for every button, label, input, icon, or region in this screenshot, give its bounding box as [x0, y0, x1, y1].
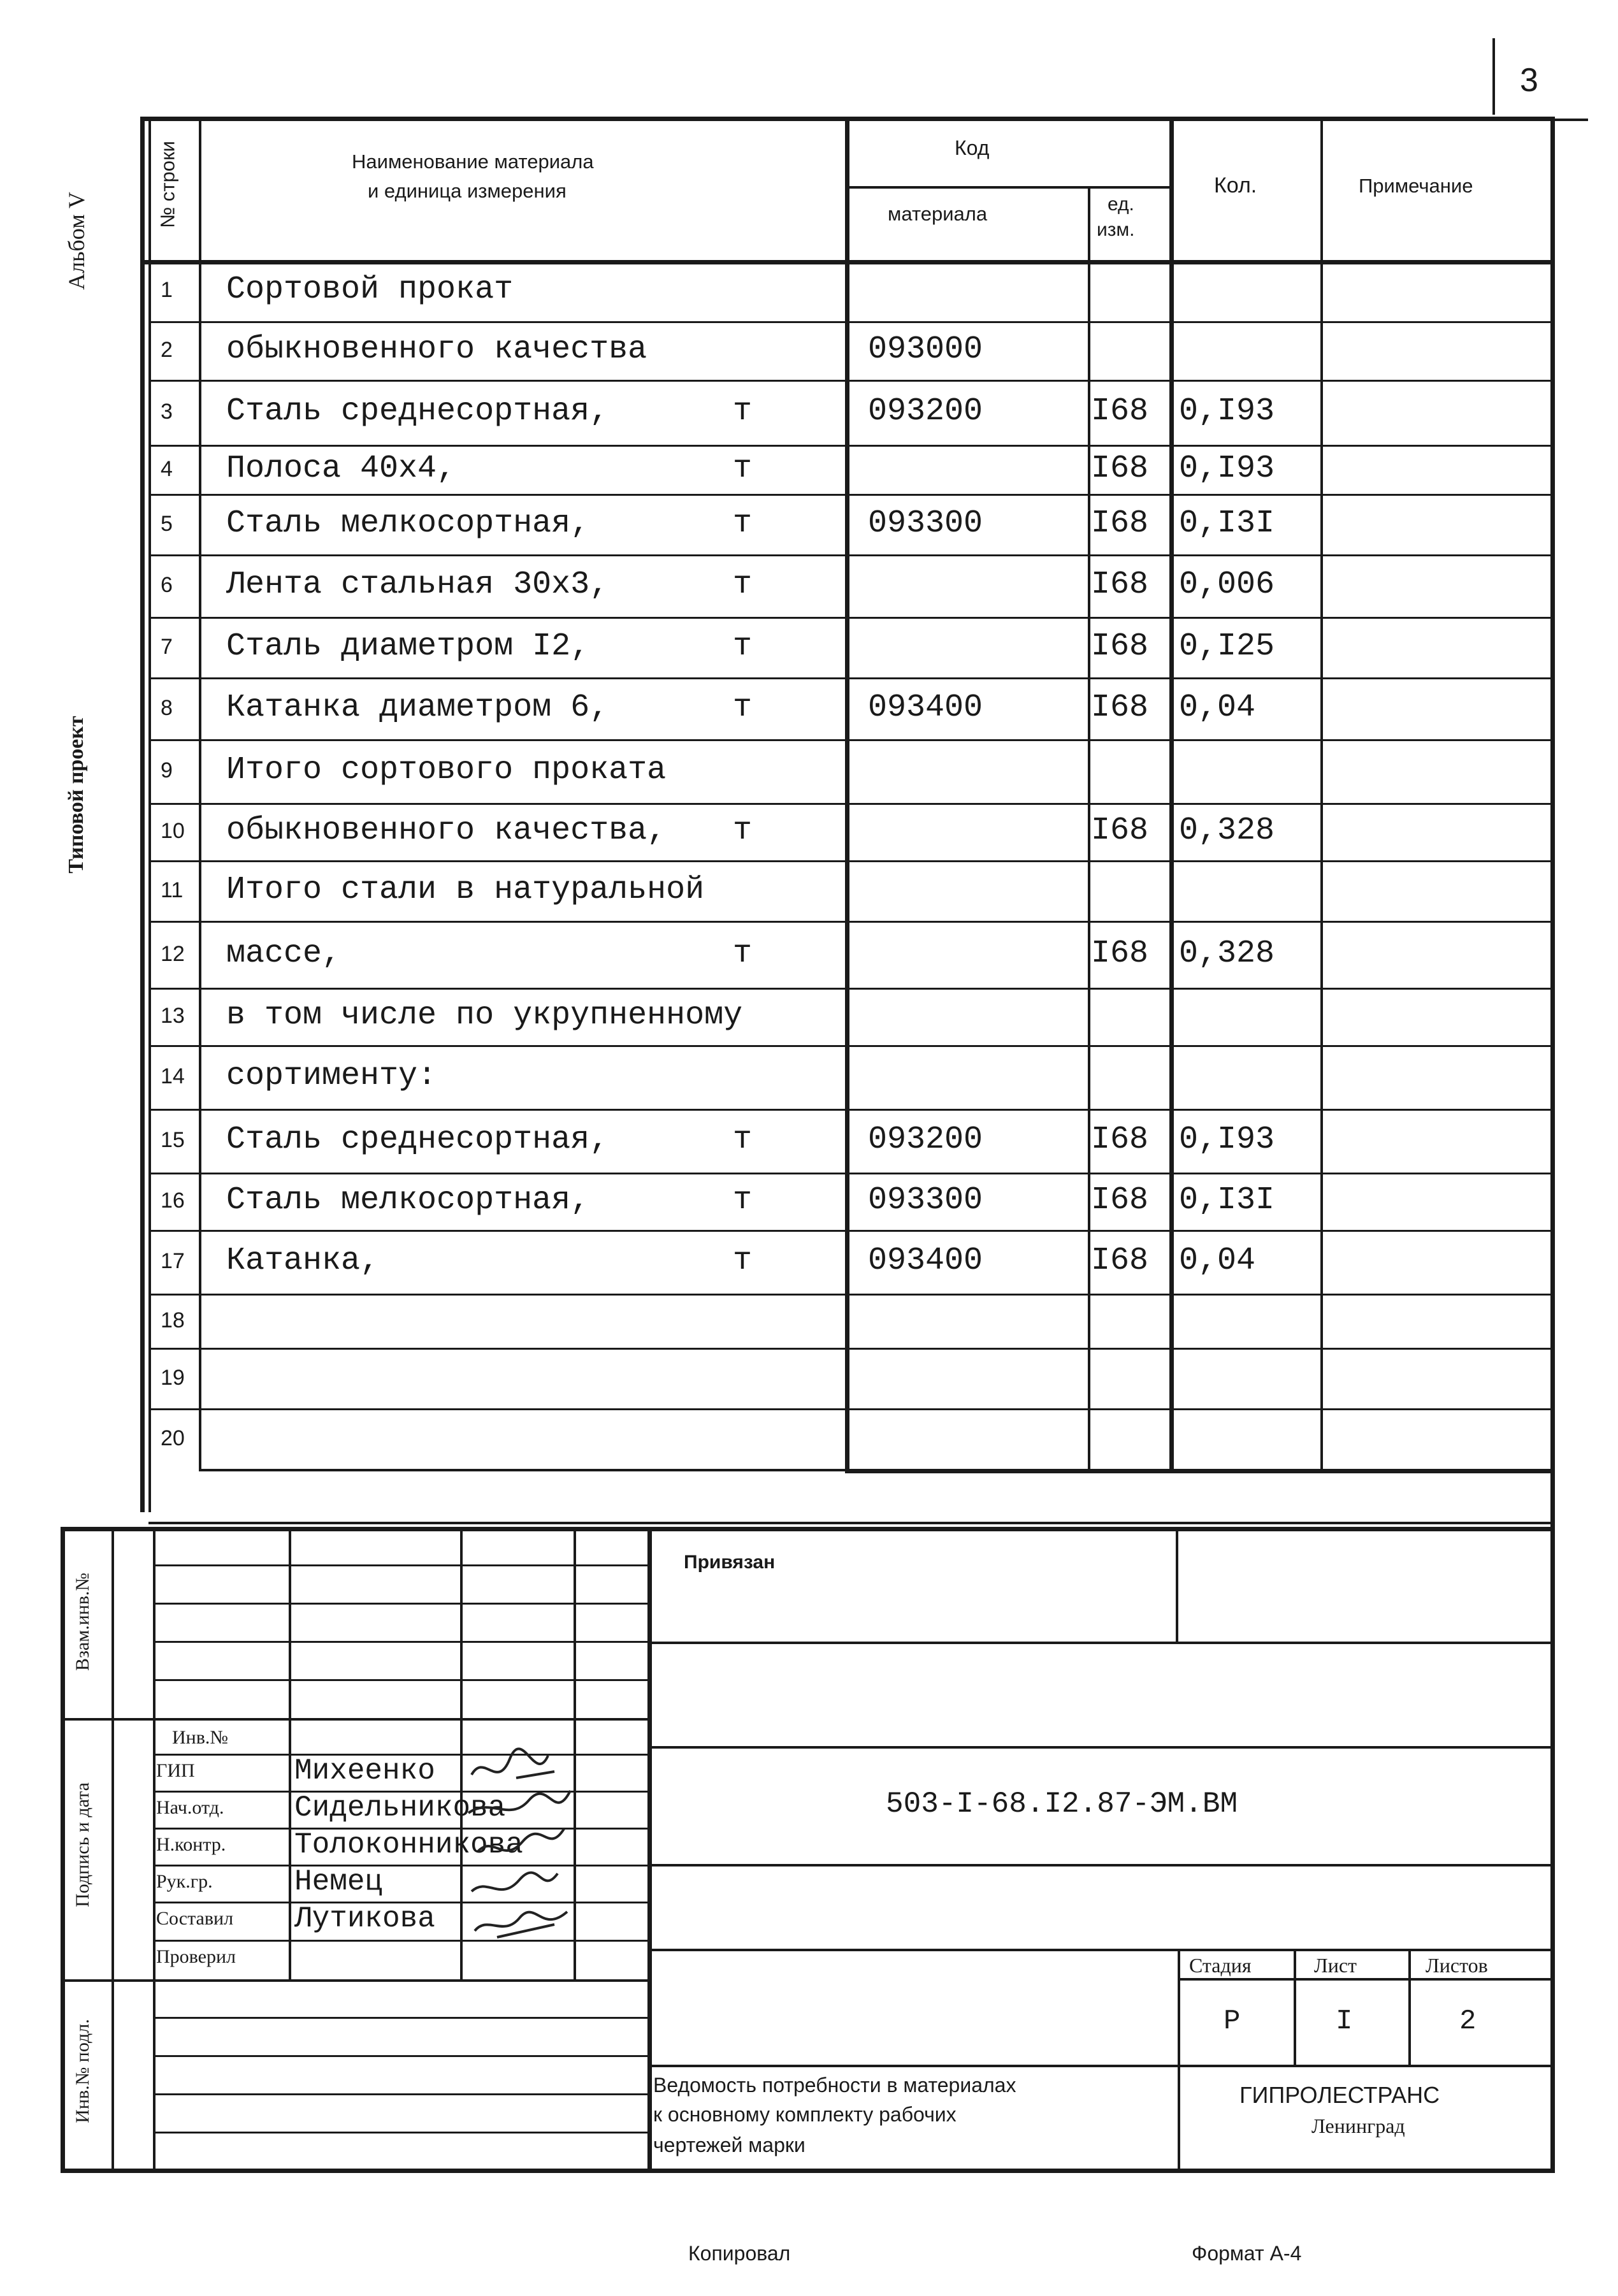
row-divider	[148, 739, 1550, 741]
stamp-row-line	[153, 1603, 647, 1605]
stamp-row-line	[153, 1679, 647, 1681]
row-material-name: Катанка,	[226, 1243, 380, 1279]
stamp-role: Рук.гр.	[156, 1871, 213, 1892]
row-divider	[148, 617, 1550, 619]
stamp-sig-left	[153, 1527, 155, 2170]
row-divider	[148, 803, 1550, 805]
row-unit-code: I68	[1091, 451, 1149, 487]
row-material-name: Сталь мелкосортная,	[226, 505, 590, 542]
row-material-name: в том числе по укрупненному	[226, 997, 743, 1034]
row-number: 4	[161, 457, 173, 481]
row-material-name: обыкновенного качества	[226, 331, 647, 368]
row-material-name: Итого сортового проката	[226, 752, 667, 788]
row-unit-code: I68	[1091, 1243, 1149, 1279]
table-gap-line	[148, 1522, 1550, 1524]
signatures-graphic	[459, 1746, 586, 1963]
table-right-border	[1550, 117, 1555, 2172]
stamp-signatory-name: Немец	[294, 1865, 383, 1898]
row-material-code: 093400	[868, 1243, 983, 1279]
row-unit-code: I68	[1091, 812, 1149, 849]
header-code-material: материала	[888, 203, 988, 225]
row-material-code: 093400	[868, 690, 983, 726]
row-unit: т	[733, 628, 753, 665]
row-divider	[148, 1109, 1550, 1111]
row-unit: т	[733, 393, 753, 430]
stamp-inv-no: Инв.№	[172, 1727, 229, 1748]
stamp-side-split	[112, 1527, 114, 2170]
stamp-sheets-split	[1408, 1950, 1411, 2065]
header-qty: Кол.	[1214, 173, 1257, 198]
row-quantity: 0,I93	[1179, 451, 1275, 487]
stamp-row-line	[153, 1641, 647, 1643]
stamp-stage-top	[647, 1949, 1550, 1951]
stamp-city: Ленинград	[1311, 2114, 1405, 2137]
col-line-rowno	[199, 117, 201, 1471]
row-number: 14	[161, 1064, 185, 1088]
row-material-name: Итого стали в натуральной	[226, 872, 705, 908]
row-divider	[148, 677, 1550, 679]
stamp-sheets-value: 2	[1459, 2005, 1477, 2037]
table-left-border	[140, 117, 145, 1512]
header-code-unit-2: изм.	[1097, 219, 1135, 240]
table-left-inner-border	[148, 117, 151, 1512]
row-divider	[148, 921, 1550, 923]
row-unit: т	[733, 690, 753, 726]
row-material-code: 093200	[868, 1122, 983, 1158]
header-code: Код	[955, 136, 990, 159]
header-note: Примечание	[1359, 175, 1473, 197]
header-code-unit-1: ед.	[1108, 194, 1134, 215]
stamp-title-top	[647, 2065, 1550, 2067]
row-unit: т	[733, 1122, 753, 1158]
side-label-inv: Инв.№ подл.	[72, 2019, 93, 2123]
row-number: 17	[161, 1249, 185, 1273]
row-unit: т	[733, 451, 753, 487]
row-unit: т	[733, 1243, 753, 1279]
row-quantity: 0,I93	[1179, 1122, 1275, 1158]
row-unit-code: I68	[1091, 505, 1149, 542]
row-number: 6	[161, 573, 173, 597]
row-divider	[148, 1173, 1550, 1174]
header-name-line2: и единица измерения	[368, 180, 567, 202]
row-quantity: 0,328	[1179, 935, 1275, 972]
project-label: Типовой проект	[64, 716, 88, 874]
row-number: 7	[161, 635, 173, 659]
row-number: 18	[161, 1308, 185, 1332]
stamp-document-code: 503-I-68.I2.87-ЭМ.ВМ	[886, 1787, 1238, 1821]
row-material-code: 093300	[868, 505, 983, 542]
row-material-name: Сталь среднесортная,	[226, 393, 609, 430]
row-material-name: обыкновенного качества,	[226, 812, 667, 849]
row-quantity: 0,I3I	[1179, 1182, 1275, 1218]
header-name-line1: Наименование материала	[352, 150, 594, 173]
footer-copied: Копировал	[688, 2242, 791, 2265]
row-quantity: 0,04	[1179, 1243, 1256, 1279]
row-unit: т	[733, 567, 753, 603]
row-number: 11	[161, 878, 184, 902]
stamp-row-line	[153, 1564, 647, 1566]
row-unit-code: I68	[1091, 1122, 1149, 1158]
stamp-title-line1: Ведомость потребности в материалах	[653, 2074, 1016, 2097]
stamp-col-1	[289, 1527, 291, 1979]
row-material-name: Полоса 40х4,	[226, 451, 456, 487]
col-line-code	[845, 117, 849, 1471]
side-label-vzam: Взам.инв.№	[72, 1572, 93, 1671]
col-line-note	[1320, 117, 1323, 1471]
row-material-name: Сталь мелкосортная,	[226, 1182, 590, 1218]
row-number: 15	[161, 1128, 185, 1152]
stamp-stage-label: Стадия	[1189, 1954, 1252, 1977]
row-quantity: 0,I25	[1179, 628, 1275, 665]
row-divider	[148, 380, 1550, 382]
stamp-role: Проверил	[156, 1946, 236, 1967]
row-material-name: массе,	[226, 935, 342, 972]
side-divider-1	[61, 1718, 153, 1721]
stamp-stage-value: Р	[1224, 2005, 1241, 2037]
row-unit: т	[733, 505, 753, 542]
row-number: 1	[161, 278, 173, 302]
stamp-privyazan-bottom	[647, 1642, 1550, 1644]
stamp-left-border	[61, 1527, 65, 2170]
side-divider-2	[61, 1979, 153, 1982]
stamp-role: Н.контр.	[156, 1834, 226, 1855]
row-divider	[148, 988, 1550, 990]
stamp-privyazan-split	[1176, 1527, 1178, 1642]
row-material-name: Сортовой прокат	[226, 271, 514, 308]
stamp-top-border	[61, 1527, 1555, 1531]
row-material-code: 093000	[868, 331, 983, 368]
header-bottom-border	[140, 260, 1555, 264]
row-unit-code: I68	[1091, 935, 1149, 972]
inv-row-line	[153, 2055, 647, 2057]
stamp-row-line	[153, 1718, 647, 1721]
stamp-main-split	[647, 1527, 652, 2170]
row-material-name: Сталь среднесортная,	[226, 1122, 609, 1158]
row-quantity: 0,04	[1179, 690, 1256, 726]
row-unit: т	[733, 1182, 753, 1218]
row-unit-code: I68	[1091, 393, 1149, 430]
row-number: 10	[161, 819, 185, 843]
row-material-code: 093200	[868, 393, 983, 430]
header-row-number: № строки	[156, 141, 179, 228]
row-material-name: Сталь диаметром I2,	[226, 628, 590, 665]
row-divider	[148, 1045, 1550, 1047]
row-number: 2	[161, 338, 173, 362]
sig-row-line	[153, 1979, 647, 1982]
row-divider	[148, 321, 1550, 323]
inv-row-line	[153, 2017, 647, 2019]
row-unit-code: I68	[1091, 567, 1149, 603]
page-number-divider	[1492, 38, 1495, 115]
table-body-bottom-left	[199, 1469, 845, 1471]
row-material-name: сортименту:	[226, 1058, 437, 1094]
stamp-sheets-label: Листов	[1426, 1954, 1488, 1977]
row-divider	[148, 860, 1550, 862]
col-line-qty	[1169, 117, 1174, 1471]
stamp-role: ГИП	[156, 1760, 195, 1781]
stamp-signatory-name: Сидельникова	[294, 1791, 506, 1824]
row-divider	[148, 1230, 1550, 1232]
row-divider	[148, 494, 1550, 496]
stamp-sheet-label: Лист	[1314, 1954, 1357, 1977]
row-divider	[148, 1348, 1550, 1350]
row-unit-code: I68	[1091, 690, 1149, 726]
stamp-right-split	[1178, 1950, 1180, 2170]
stamp-role: Нач.отд.	[156, 1797, 224, 1818]
album-label: Альбом V	[64, 192, 89, 290]
row-material-name: Катанка диаметром 6,	[226, 690, 609, 726]
row-divider	[148, 1294, 1550, 1296]
row-quantity: 0,006	[1179, 567, 1275, 603]
stamp-code-bottom	[647, 1864, 1550, 1866]
stamp-signatory-name: Михеенко	[294, 1754, 435, 1787]
row-material-code: 093300	[868, 1182, 983, 1218]
row-divider	[148, 554, 1550, 556]
row-number: 12	[161, 942, 185, 966]
row-divider	[148, 445, 1550, 447]
row-number: 9	[161, 758, 173, 783]
row-material-name: Лента стальная 30х3,	[226, 567, 609, 603]
stamp-privyazan: Привязан	[684, 1552, 776, 1573]
row-number: 16	[161, 1188, 185, 1213]
side-label-podp: Подпись и дата	[72, 1782, 93, 1907]
row-quantity: 0,328	[1179, 812, 1275, 849]
footer-format: Формат А-4	[1192, 2242, 1302, 2265]
row-unit-code: I68	[1091, 1182, 1149, 1218]
col-line-unit	[1088, 186, 1090, 1471]
row-number: 8	[161, 696, 173, 720]
row-number: 5	[161, 512, 173, 536]
stamp-stage-label-bottom	[1178, 1978, 1550, 1981]
row-number: 19	[161, 1366, 185, 1390]
page-number: 3	[1520, 62, 1538, 99]
row-unit: т	[733, 935, 753, 972]
stamp-sheet-value: I	[1336, 2005, 1353, 2037]
stamp-code-top	[647, 1746, 1550, 1749]
stamp-signatory-name: Толоконникова	[294, 1828, 523, 1861]
row-unit: т	[733, 812, 753, 849]
row-divider	[148, 1408, 1550, 1410]
row-number: 3	[161, 400, 173, 424]
stamp-sheet-split	[1294, 1950, 1296, 2065]
row-unit-code: I68	[1091, 628, 1149, 665]
row-number: 13	[161, 1004, 185, 1028]
stamp-signatory-name: Лутикова	[294, 1902, 435, 1935]
inv-row-line	[153, 2132, 647, 2134]
header-code-split	[845, 186, 1169, 189]
stamp-role: Составил	[156, 1908, 234, 1929]
row-number: 20	[161, 1426, 185, 1450]
row-quantity: 0,I3I	[1179, 505, 1275, 542]
stamp-organization: ГИПРОЛЕСТРАНС	[1239, 2082, 1440, 2108]
stamp-title-line2: к основному комплекту рабочих	[653, 2103, 957, 2126]
inv-row-line	[153, 2093, 647, 2095]
row-quantity: 0,I93	[1179, 393, 1275, 430]
stamp-bottom-border	[61, 2169, 1555, 2173]
table-body-bottom	[845, 1469, 1550, 1473]
stamp-title-line3: чертежей марки	[653, 2134, 805, 2156]
